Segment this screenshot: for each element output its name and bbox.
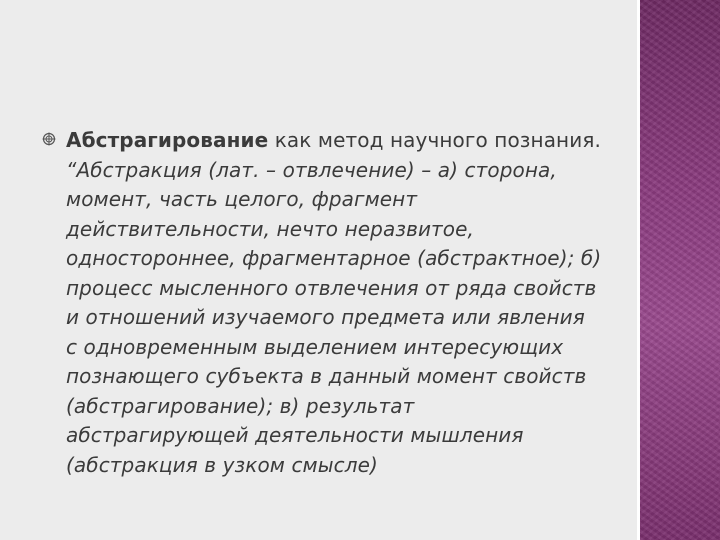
bullet-definition: “Абстракция (лат. – отвлечение) – а) сторона, момент, часть целого, фрагмент действительности, нечто неразвитое, одностороннее, фрагментарное (абстрактное); б) процесс мысленного отвлечения от ряда свойств и отношений изучаемого предмета или явления с одновременным выделением интересующих познающего субъекта в данный момент свойств (абстрагирование); в) результат абстрагирующей деятельности мышления (абстракция в узком смысле) [66, 157, 602, 477]
bullet-paragraph [66, 126, 602, 480]
decorative-side-panel [640, 0, 720, 540]
bullet-intro: как метод научного познания. [268, 128, 601, 152]
bullet-term: Абстрагирование [66, 128, 269, 152]
slide-content [42, 126, 602, 480]
bullet-icon [42, 132, 56, 146]
